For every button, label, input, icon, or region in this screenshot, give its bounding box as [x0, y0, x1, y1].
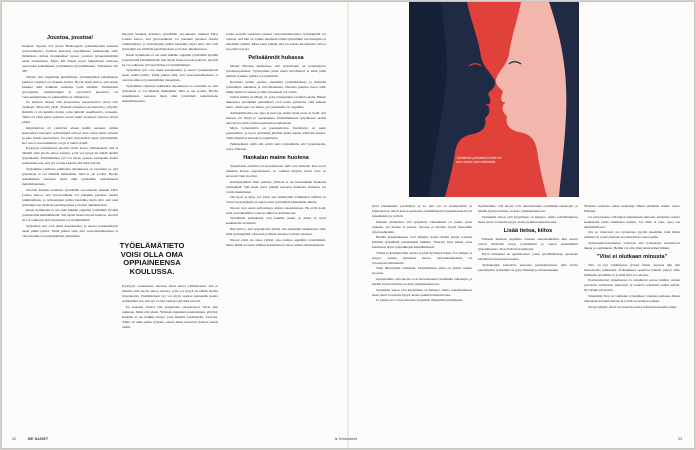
magazine-spread: [2, 2, 694, 448]
paragraph: Työpaikan työt ovat usein kasautuneita, ja nuoret työskentelevät usein pitkiä päiviä. Tämä johtuu siitä, että vuorosuunnittelussa ei oteta huomioon työntekijöiden jaksamista.: [122, 68, 218, 83]
article-column-2-top: [122, 32, 218, 237]
paragraph: Työpaikan työt ovat usein kasautuneita, ja nuoret työskentelevät usein pitkiä päiviä. Tämä johtuu siitä, että vuorosuunnittelussa ei oteta huomioon työntekijöiden jaksamista.: [22, 223, 118, 238]
paragraph: Jo pienet teot voivat muuttaa työpaikan ilmapiiriä paremmaksi.: [376, 298, 463, 303]
paragraph: Nuorten kuumaa kohtelua työelämän osa-alueella tutkinut Pälvi Laakso kertoo, että työolosuhteita voi jokainen parantaa omalla toiminnallaan, ja työnantajien pitäisi huolehtia myös siitä, että uusi työntekijä saa riittävän perehdytyksen ja tiedon oikeuksistaan.: [22, 187, 118, 207]
paragraph: Ajattelemme, että nuoret ovat tulevaisuuden työelämän rakentajia, ja heidän hyvinvointinsa on koko yhteiskunnan etu.: [372, 276, 472, 286]
paragraph: hyvä yhteishenki, perehdytys ja se, että työ on monipuolista ja kiinnostavaa. Moni kertoi saaneensa ensimmäisestä työpaikastaan hyviä kokemuksia ja ystäviä.: [372, 204, 472, 218]
paragraph: Ota se vakavasti, jos työnantaja pyytää tekemään töitä ilman palkkaa tai vaatii olemaan tavoitettavissa vapaa-ajalla.: [584, 230, 680, 240]
paragraph: Saatamme sanoa, että kysyminen on helppoa, mutta todellisuudessa moni nuori ei uskalla kysyä, koska pelkää leimautuvansa.: [478, 214, 578, 224]
paragraph: Ole hyvä ja kysy, jos jokin asia mietityttää. Esimiehen tehtävä on vastata kysymyksiin ja auttaa uutta työntekijää pääsemään alkuun.: [226, 195, 326, 205]
paragraph: Nuoret ovat usein epävarmoja omista oikeuksistaan. He eivät tiedä, mitä on kohtuullista vaatia ja mikä on kohtuutonta.: [226, 205, 326, 215]
paragraph: Selvisi, että ongelmien kuuleminen, työntekijöiden jaksamiseen kuuluva väsymys on liiankin yleistä. Hyvin usein kertoa, että ennen kaikkea niitä kaikkein raskainta työtä tehdään. Esimerkiksi työsopimus, toimintaohjeet ja vuorolistat puuttuvat, tai vuorosuunnittelua on puutteellista ja vaihtelevaa.: [22, 74, 118, 99]
article-column-6: [584, 204, 680, 434]
paragraph: Kuusi kymmentä ei ole enää mikään ongelma työelämän hyvällä ja kestävällä kehittämisellä. Sen sijaan monet nuoret kokevat, etteivät he voi vaikuttaa työvuoroihinsa tai työmääräänsä.: [122, 52, 218, 67]
paragraph: Hyvä esimerkki on oppilaitokset, joissa työelämätaitoja opetetaan käytännön harjoitusten kautta.: [478, 252, 578, 262]
paragraph: Saatamme sanoa, että kysyminen on helppoa, mutta todellisuudessa moni nuori ei uskalla kysyä, koska pelkää leimautuvansa.: [372, 287, 472, 297]
subheading-viisi-ei: "Viisi ei olutkaan minusta": [596, 253, 668, 260]
paragraph: Työelämän pelisäännöt ovat kaikille samat, ja niistä on hyvä keskustella avoimesti.: [226, 216, 326, 226]
paragraph: Myös työnantajilla on parannettavaa. Perehdytys on usein puutteellista, ja nuori työntekijä jätetään yksin uusien tehtävien kanssa. Tämä aiheuttaa stressiä ja uupumusta.: [226, 126, 326, 141]
quote-paragraph: Ensimmäisessä työpaikassa en uskaltanut sanoa mitään, vaikka työvuorot vaihtelivat jatkuvasti ja jouduin tekemään pitkiä päiviä. Nyt tiedän paremmin.: [584, 278, 680, 293]
paragraph: Hän kertoo, että työpaikoilla pitäisi olla enemmän keskustelua siitä, mitä työntekijältä odotetaan ja miten asioista sovitaan yhdessä.: [226, 226, 326, 236]
paragraph: Kyselyyn vastanneista nuorista moni kertoi yllättäneensä, että ei hänellä ollut puolta tietoa asioista, joita voi kysyä tai nähdä uusilla työpaikoilla. Ensimmäinen työ voi myös opettaa kantapään kautta esimerkiksi sen, että työ ei aina tarkoita sitä mitä toivoisi.: [22, 146, 118, 166]
paragraph: Nuoret eivät ole ainoa ryhmä, joka kohtaa ongelmia työelämässä, mutta heillä on usein vähiten kokemusta ja tietoa niiden ratkaisemiseen.: [226, 237, 326, 247]
footer-left-magazine: ME NAISET: [28, 437, 49, 441]
paragraph: Heidän kokemuksensa ovat tärkeitä, koska niiden kautta voidaan kehittää työelämää paremmaksi kaikille. Nuorten ääni pitäisi ottaa huomioon myös työpaikkojen kehittämisessä.: [372, 235, 472, 250]
paragraph: Taru on nyt vakituisessa työssä, mutta nuorena hän teki monenlaisia pätkätöitä. Kokemukset opettivat hänelle paljon siitä, millainen työelämä on ja mitä siltä voi odottaa.: [584, 262, 680, 277]
subheading-hankalan-maine: Hankalan maine huolena: [243, 154, 309, 161]
footer-right-page-number: 33: [678, 437, 683, 441]
paragraph: Usein nuorilla vaaditaan joustoa vuorosuunnittelussa: työntekijältä voi odottaa, että hän on valmis tulemaan töihin lyhyelläkin varoitusajalla ja tekemään ylitöitä. Moni nuori pelkää, että jos asiasta huomauttaa, hän ei saa enää vuoroja.: [226, 32, 326, 51]
subheading-lisaa-tietoa: Lisää tietoa, kiitos: [503, 227, 553, 234]
paragraph: Ajattelemme, että nuoret ovat tulevaisuuden työelämän rakentajia, ja heidän hyvinvointinsa on koko yhteiskunnan etu.: [478, 204, 578, 213]
paragraph: Nuorten kuumaa kohtelua työelämän osa-alueella tutkinut Pälvi Laakso kertoo, että työolosuhteita voi jokainen parantaa omalla toiminnallaan, ja työnantajien pitäisi huolehtia myös siitä, että uusi työntekijä saa riittävän perehdytyksen ja tiedon oikeuksistaan.: [122, 32, 218, 51]
paragraph: Kuusi kymmentä ei ole enää mikään ongelma työelämän hyvällä ja kestävällä kehittämisellä. Sen sijaan monet nuoret kokevat, etteivät he voi vaikuttaa työvuoroihinsa tai työmääräänsä.: [22, 208, 118, 223]
subheading-pelisaannot: Pelisäännöt hukassa: [248, 55, 304, 61]
paragraph: Yhdessä sovitusta onkin helpompi lähteä pitämään kiinni, sanoo Pihonen.: [584, 204, 680, 213]
signature-note: Taruja Minjan nimet on muutettu asian arkaluontoisuuden takia.: [588, 304, 678, 309]
paragraph: Työsuojeluviranomaiset valvovat, että työnantajat noudattavat lakeja ja sopimuksia. Heihin voi olla yhteydessä nimettömästi.: [584, 240, 680, 250]
article-column-4: [372, 204, 472, 434]
footer-left-page-number: 32: [12, 437, 17, 441]
illustration-caption: Työelämän pelisäännöt eivät ole aina naisten työmarkkinoilla.: [456, 156, 502, 164]
paragraph: Pihonen muistuttaa, että työpaikan vaihtaminen on joskus paras ratkaisu, jos tilanne ei parane. Nuoren ei tarvitse tyytyä huonoihin työolosuhteisiin.: [372, 219, 472, 234]
paragraph: Vääriä ja kohtuuttomia asioita ei pidä hyväksyä hiljaa. Jos esimies ei reagoi, asiasta kannattaa kertoa luottamusmiehelle tai työsuojeluvaltuutetulle.: [372, 250, 472, 265]
article-column-1: [22, 32, 118, 434]
paragraph: Marjut Pihonen muistuttaa, että työnantajan on noudatettava työehtosopimusta. Työsopimus pitää tehdä kirjallisesti ja siinä pitää mainita työaika, palkka ja työtehtävät.: [226, 64, 326, 78]
article-column-2-bottom: [122, 284, 218, 434]
pull-quote: TYÖELÄMÄTIETO VOISI OLLA OMA OPPIAINEENSA KOULUSSA.: [119, 241, 185, 276]
illustration-two-faces: [349, 2, 694, 197]
paragraph: Ammattiliitoista saa apua ja neuvoja, mutta moni nuori ei tiedä, että liittoon voi liittyä jo opiskelijana. Ensimmäisessä työpaikassa pitäisi aina kysyä, mitä työehtosopimusta noudatetaan.: [226, 110, 326, 125]
paragraph: Elokuun lopussa Yle kertoi Heubergerin työntekijöiden karuista työolosuhteista. Uutisen kertoivat laajemmassa keskustelun siitä, millaisissa oloissa monikaatiset nuoret joutuvat työskentelemään usein aloittamaan. Myös Me Naiset pyysi lukijoiltaan verkossa nuoruuden kokemuksia työelämästä hyvyttämiseksi. Vastauksia tuli 387.: [22, 44, 118, 73]
quote-paragraph: Työpaikalla asialliset ja kunnioittavat välit ovat tärkeitä. Kun nuori uskaltaa kertoa ongelmistaan, ne voidaan korjata ennen kuin ne kasvavat liian suuriksi.: [226, 163, 326, 178]
illustration-svg: [349, 2, 694, 197]
paragraph: Työnantajien kannattaa panostaa perehdytykseen, sillä hyvin perehdytetty työntekijä on tyytyväisempi ja sitoutuneempi.: [478, 262, 578, 272]
paragraph: Sittemmin Taru on vaihtanut työpaikkaa. Uudessa paikassa hänen oikeuksiaan kunnioitetaan ja työstä saa kunnon palkan.: [584, 293, 680, 303]
paragraph: Jos nuori kokee, että hänen oikeuksiaan rikotaan, kannattaa asiasta keskustella ensin esimiehen kanssa. Jos tämä ei auta, apua saa ammattiliitosta.: [584, 214, 680, 229]
paragraph: Työpaikkaa vanhassa esimiehen ohjauksessa on toteutettu se, että työnantaja ei voi lähettää minnekään, mitä ei ole sovittu. Hyvän kokemuksen saatuaan moni näki työelämän uudenlaisena mahdollisuutena.: [122, 83, 218, 103]
paragraph: Pelimerkkien pitää olla selvät sekä työntekijälle että työnantajalle, sanoo Pihonen.: [226, 141, 326, 151]
paragraph: Siten lähestytään esimiehiä. Ensimmäinen askel on puhua asiasta suoraan.: [372, 266, 472, 276]
paragraph: Koulussa pitäisi opettaa enemmän työelämätaitoja ja käsitellä työntekijän oikeuksia ja velvollisuuksia. Nuorilta puuttuu tietoa siitä, mihin heillä on oikeus ja mitä työnantaja voi vaatia.: [226, 79, 326, 94]
article-column-5: [478, 204, 578, 434]
paragraph: Työpaikkaa vanhassa esimiehen ohjauksessa on toteutettu se, että työnantaja ei voi lähettää minnekään, mitä ei ole sovittu. Hyvän kokemuksen saatuaan moni näki työelämän uudenlaisena mahdollisuutena.: [22, 166, 118, 186]
quote-paragraph: En kokenut tienavi että perjantaina aurausvuorot olivat niin rankkoja. Minä olin yksin. Yhteistä ohjauksen puuttuminen, ylityötä. Kaikilla ei ole kaikkia tietoja, joita häneltä vaadittaisiin, toisaalta. Tämä oli ehkä pahin työjakso ennen ikäni tuottavan työuran tiensä pitkät.: [22, 100, 118, 125]
article-column-3: [226, 32, 326, 434]
quote-paragraph: Käytöstainne oli yksitoista ollaan kaikki vaanaat, vaikka kokemukset kuumana työntekijänä mennyt kuin olivat kaksi minulta ja alan tämän kuuntelijan. Jos jokin järjestelmä ohjaa työntekijöitä, kun osa ei saa asiakkaita, voi ja ei oikein tehdä.: [22, 125, 118, 145]
paragraph: Kieltäytyminen liian suurista ylitöistä ei tee kenestäkään hankalaa työntekijää. Silti moni nuori pelkää saavansa hankalan maineen, jos vaatii oikeuksiaan.: [226, 179, 326, 194]
paragraph: Samaa mieltä on Minja, 21, joka työskentelee ravintola-alalla. Hänen mukaansa työelämän pelisäännöt ovat usein epäselviä, eikä kukaan kerro, mistä apua voi hakea, jos työpaikalla on ongelmia.: [226, 95, 326, 110]
paragraph: En kokenut tienavi että perjantaina aurausvuorot olivat niin rankkoja. Minä olin yksin. Yhteistä ohjauksen puuttuminen, ylityötä. Kaikilla ei ole kaikkia tietoja, joita häneltä vaadittaisiin, toisaalta. Tämä oli ehkä pahin työjakso ennen ikäni tuottavan työuran tiensä pitkät.: [122, 304, 218, 329]
footer-right-magazine: is.fi/menaiset: [334, 437, 358, 441]
paragraph: Kyselyyn vastanneista nuorista moni kertoi yllättäneensä, että ei hänellä ollut puolta tietoa asioista, joita voi kysyä tai nähdä uusilla työpaikoilla. Ensimmäinen työ voi myös opettaa kantapään kautta esimerkiksi sen, että työ ei aina tarkoita sitä mitä toivoisi.: [122, 284, 218, 303]
paragraph: Pihonen mukaan ongelmia voidaan ennaltaehkäistä, kun nuoret saavat riittävästi tietoa työelämästä jo ennen ensimmäistä työpaikkaansa. Tieto lisää itsevarmuutta.: [478, 236, 578, 251]
subheading-joustoa: Joustoa, joustoa!: [46, 35, 94, 41]
